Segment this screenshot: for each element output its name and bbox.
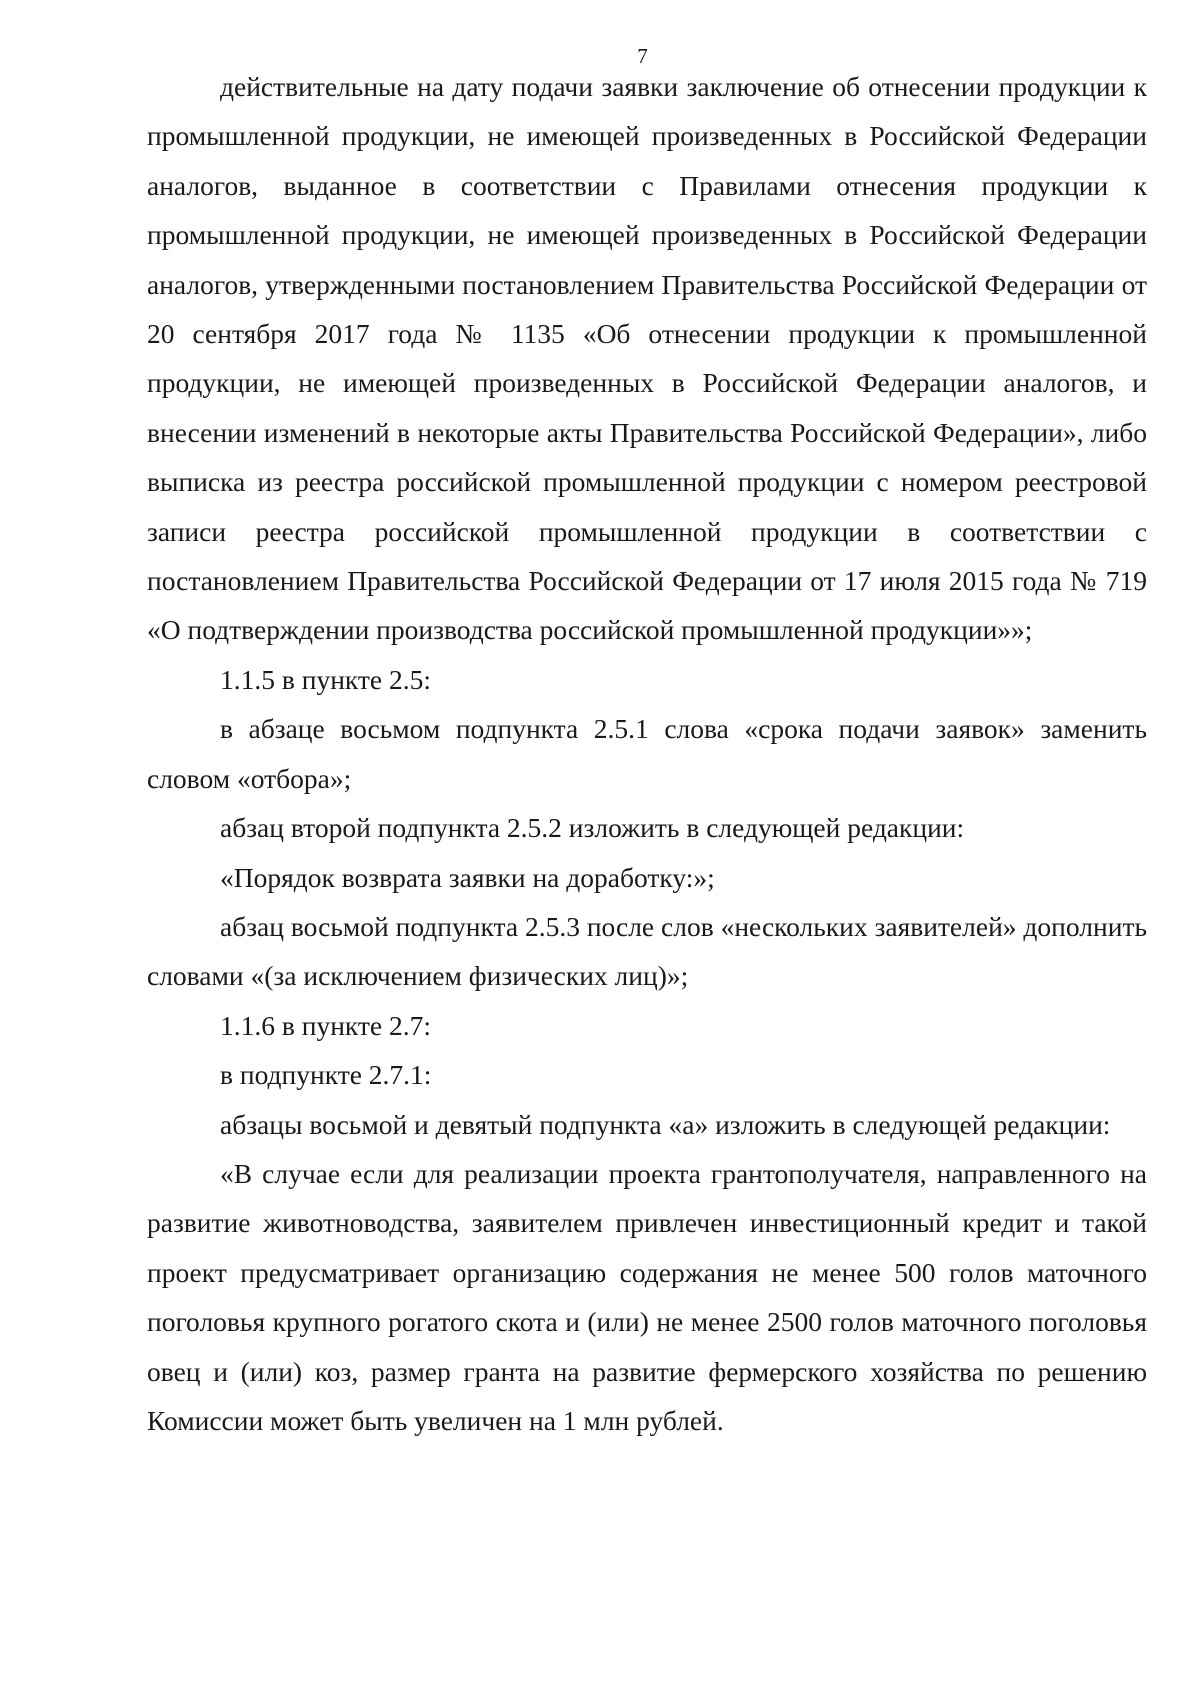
- paragraph-2-5-3: абзац восьмой подпункта 2.5.3 после слов «нескольких заявителей» дополнить словами «(за исключением физических лиц)»;: [147, 910, 1147, 992]
- paragraph-continuation: действительные на дату подачи заявки заключение об отнесении продукции к промышленной продукции, не имеющей произведенных в Российской Федерации аналогов, выданное в соответствии с Правилами отнесения продукции к промышленной продукции, не имеющей произведенных в Российской Федерации аналогов, утвержденными постановлением Правительства Российской Федерации от 20 сентября 2017 года № 1135 «Об отнесении продукции к промышленной продукции, не имеющей произведенных в Российской Федерации аналогов, и внесении изменений в некоторые акты Правительства Российской Федерации», либо выписка из реестра российской промышленной продукции с номером реестровой записи реестра российской промышленной продукции в соответствии с постановлением Правительства Российской Федерации от 17 июля 2015 года № 719 «О подтверждении производства российской промышленной продукции»»;: [147, 71, 1147, 646]
- page-number: 7: [637, 44, 648, 68]
- paragraph-grant-text: «В случае если для реализации проекта грантополучателя, направленного на развитие животноводства, заявителем привлечен инвестиционный кредит и такой проект предусматривает организацию содержания не менее 500 голов маточного поголовья крупного рогатого скота и (или) не менее 2500 голов маточного поголовья овец и (или) коз, размер гранта на развитие фермерского хозяйства по решению Комиссии может быть увеличен на 1 млн рублей.: [147, 1157, 1147, 1436]
- document-body: [147, 62, 1147, 1445]
- paragraph-2-5-1: в абзаце восьмом подпункта 2.5.1 слова «срока подачи заявок» заменить словом «отбора»;: [147, 713, 1147, 794]
- paragraph-2-7-1: в подпункте 2.7.1:: [220, 1059, 432, 1091]
- paragraph-quote-return: «Порядок возврата заявки на доработку:»;: [220, 861, 715, 893]
- paragraph-2-5-2: абзац второй подпункта 2.5.2 изложить в следующей редакции:: [220, 812, 965, 844]
- paragraph-item-1-1-6: 1.1.6 в пункте 2.7:: [220, 1009, 432, 1041]
- paragraph-subpoint-a: абзацы восьмой и девятый подпункта «а» изложить в следующей редакции:: [220, 1108, 1111, 1140]
- paragraph-item-1-1-5: 1.1.5 в пункте 2.5:: [220, 663, 432, 695]
